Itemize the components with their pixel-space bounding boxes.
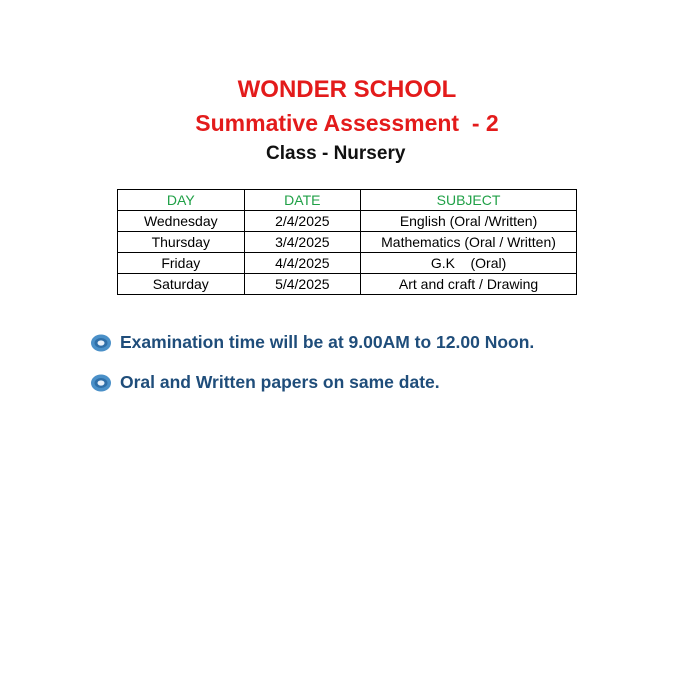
table-row — [118, 232, 577, 253]
cell-subject: Mathematics (Oral / Written) — [361, 232, 577, 253]
note-same-date — [90, 370, 440, 394]
column-header-date: DATE — [244, 190, 361, 211]
table-row — [118, 253, 577, 274]
table-header-row — [118, 190, 577, 211]
cell-subject: G.K (Oral) — [361, 253, 577, 274]
cell-date: 5/4/2025 — [244, 274, 361, 295]
table-row — [118, 211, 577, 232]
note-text: Examination time will be at 9.00AM to 12.00 Noon. — [120, 332, 535, 352]
column-header-subject: SUBJECT — [361, 190, 577, 211]
exam-schedule-table — [117, 189, 577, 295]
cell-subject: Art and craft / Drawing — [361, 274, 577, 295]
cell-date: 4/4/2025 — [244, 253, 361, 274]
cell-day: Thursday — [118, 232, 245, 253]
table-row — [118, 274, 577, 295]
cell-day: Wednesday — [118, 211, 245, 232]
cell-subject: English (Oral /Written) — [361, 211, 577, 232]
cell-day: Friday — [118, 253, 245, 274]
assessment-title: Summative Assessment - 2 — [195, 110, 499, 136]
note-exam-time — [90, 330, 534, 354]
cell-date: 3/4/2025 — [244, 232, 361, 253]
column-header-day: DAY — [118, 190, 245, 211]
note-text: Oral and Written papers on same date. — [120, 372, 440, 392]
circle-bullet-icon — [90, 371, 112, 393]
circle-bullet-icon — [90, 331, 112, 353]
cell-day: Saturday — [118, 274, 245, 295]
school-name: WONDER SCHOOL — [237, 76, 457, 103]
class-label: Class - Nursery — [266, 143, 406, 164]
cell-date: 2/4/2025 — [244, 211, 361, 232]
